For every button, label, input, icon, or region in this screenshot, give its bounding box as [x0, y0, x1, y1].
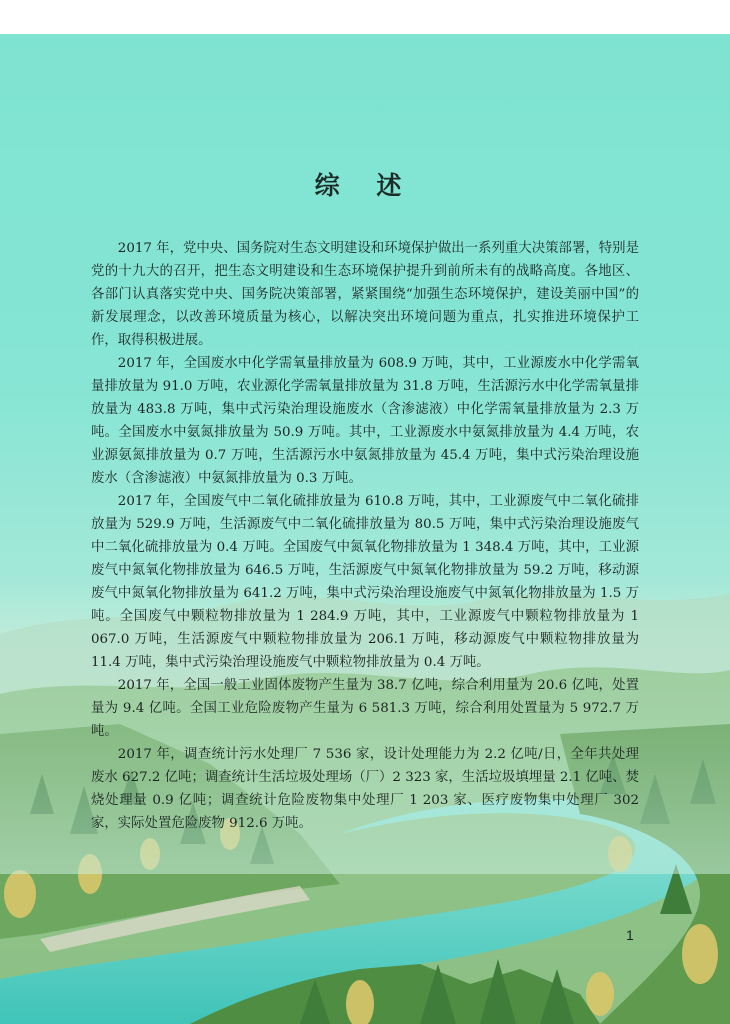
page-title: 综 述	[314, 171, 416, 200]
paragraph-treatment-facilities: 2017 年，调查统计污水处理厂 7 536 家，设计处理能力为 2.2 亿吨/日，全年共处理废水 627.2 亿吨；调查统计生活垃圾处理场（厂）2 323 家，生活垃圾填埋量 2.1 亿吨、焚烧处理量 0.9 亿吨；调查统计危险废物集中处理厂 1 203 家、医疗废物集中处理厂 302 家，实际处置危险废物 912.6 万吨。	[91, 747, 639, 831]
page-number: 1	[626, 927, 634, 943]
document-page	[0, 34, 730, 1024]
paragraph-waste-gas: 2017 年，全国废气中二氧化硫排放量为 610.8 万吨，其中，工业源废气中二氧化硫排放量为 529.9 万吨，生活源废气中二氧化硫排放量为 80.5 万吨，集中式污染治理设施废气中二氧化硫排放量为 0.4 万吨。全国废气中氮氧化物排放量为 1 348.4 万吨，其中，工业源废气中氮氧化物排放量为 646.5 万吨，生活源废气中氮氧化物排放量为 59.2 万吨，移动源废气中氮氧化物排放量为 641.2 万吨，集中式污染治理设施废气中氮氧化物排放量为 1.5 万吨。全国废气中颗粒物排放量为 1 284.9 万吨，其中，工业源废气中颗粒物排放量为 1 067.0 万吨，生活源废气中颗粒物排放量为 206.1 万吨，移动源废气中颗粒物排放量为 11.4 万吨，集中式污染治理设施废气中颗粒物排放量为 0.4 万吨。	[91, 494, 639, 670]
body-text	[91, 237, 639, 835]
paragraph-overview: 2017 年，党中央、国务院对生态文明建设和环境保护做出一系列重大决策部署，特别是党的十九大的召开，把生态文明建设和生态环境保护提升到前所未有的战略高度。各地区、各部门认真落实党中央、国务院决策部署，紧紧围绕“加强生态环境保护，建设美丽中国”的新发展理念，以改善环境质量为核心，以解决突出环境问题为重点，扎实推进环境保护工作，取得积极进展。	[91, 241, 639, 348]
paragraph-solid-waste: 2017 年，全国一般工业固体废物产生量为 38.7 亿吨，综合利用量为 20.6 亿吨，处置量为 9.4 亿吨。全国工业危险废物产生量为 6 581.3 万吨，综合利用处置量为 5 972.7 万吨。	[91, 678, 639, 739]
paragraph-wastewater: 2017 年，全国废水中化学需氧量排放量为 608.9 万吨，其中，工业源废水中化学需氧量排放量为 91.0 万吨，农业源化学需氧量排放量为 31.8 万吨，生活源污水中化学需氧量排放量为 483.8 万吨，集中式污染治理设施废水（含渗滤液）中化学需氧量排放量为 2.3 万吨。全国废水中氨氮排放量为 50.9 万吨。其中，工业源废水中氨氮排放量为 4.4 万吨，农业源氨氮排放量为 0.7 万吨，生活源污水中氨氮排放量为 45.4 万吨，集中式污染治理设施废水（含渗滤液）中氨氮排放量为 0.3 万吨。	[91, 356, 639, 486]
